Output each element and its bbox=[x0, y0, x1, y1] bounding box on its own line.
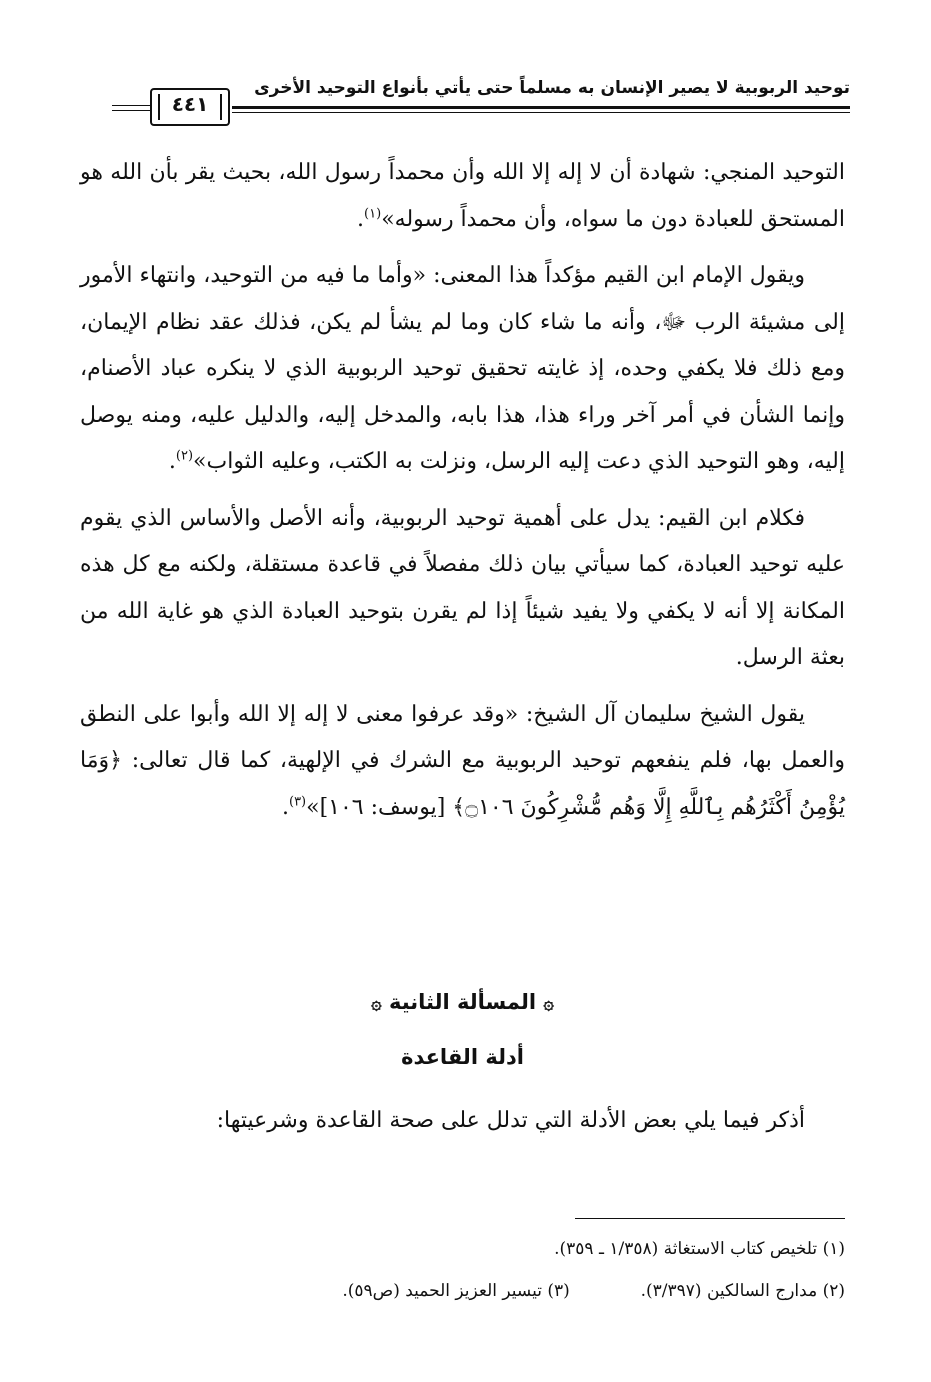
main-text bbox=[80, 150, 845, 841]
paragraph-tail: . bbox=[357, 206, 365, 232]
footnote-number: (٣) bbox=[547, 1281, 570, 1301]
footnote-separator bbox=[575, 1218, 845, 1219]
header-rule-thin bbox=[232, 112, 850, 113]
paragraph bbox=[80, 150, 845, 243]
footnote-number: (٢) bbox=[822, 1281, 845, 1301]
page-header bbox=[112, 78, 850, 128]
header-rule-left-lower bbox=[112, 110, 150, 111]
footnotes bbox=[80, 1228, 845, 1312]
footnote-text: تيسير العزيز الحميد (ص٥٩). bbox=[342, 1281, 542, 1301]
paragraph-tail: . bbox=[168, 449, 176, 474]
footnote-number: (١) bbox=[822, 1239, 845, 1259]
page-number: ٤٤١ bbox=[171, 92, 209, 116]
ornament-icon: ۞ bbox=[371, 993, 382, 1014]
footnote-line bbox=[80, 1270, 845, 1312]
paragraph-text: فكلام ابن القيم: يدل على أهمية توحيد الربوبية، وأنه الأصل والأساس الذي يقوم عليه توحيد العبادة، كما سيأتي بيان ذلك مفصلاً في قاعدة مستقلة، ولكنه مع كل هذه المكانة إلا أنه لا يكفي ولا يفيد شيئاً إذا لم يقرن بتوحيد العبادة الذي هو غاية الله من بعثة الرسل. bbox=[80, 505, 845, 670]
paragraph-tail: . bbox=[281, 794, 289, 820]
header-rule-left-upper bbox=[112, 105, 150, 106]
paragraph-text: التوحيد المنجي: شهادة أن لا إله إلا الله وأن محمداً رسول الله، بحيث يقر بأن الله هو المستحق للعبادة دون ما سواه، وأن محمداً رسوله» bbox=[80, 160, 845, 232]
section-subtitle: أدلة القاعدة bbox=[401, 1045, 524, 1069]
footnote-text: تلخيص كتاب الاستغاثة (١/٣٥٨ ـ ٣٥٩). bbox=[554, 1239, 818, 1259]
section-title: المسألة الثانية bbox=[388, 990, 537, 1014]
footnote-reference: (٣) bbox=[288, 794, 307, 810]
paragraph bbox=[80, 692, 845, 832]
footnote-reference: (١) bbox=[364, 206, 382, 222]
running-title: توحيد الربوبية لا يصير الإنسان به مسلماً حتى يأتي بأنواع التوحيد الأخرى bbox=[254, 78, 850, 98]
paragraph-text: ويقول الإمام ابن القيم مؤكداً هذا المعنى: «وأما ما فيه من التوحيد، وانتهاء الأمور إلى مشيئة الرب ﷻ، وأنه ما شاء كان وما لم يشأ لم يكن، فذلك عقد نظام الإيمان، ومع ذلك فلا يكفي وحده، إذ غايته تحقيق توحيد الربوبية الذي لا ينكره عباد الأصنام، وإنما الشأن في أمر آخر وراء هذا، هذا بابه، والمدخل إليه، والدليل عليه، ومنه يوصل إليه، وهو التوحيد الذي دعت إليه الرسل، ونزلت به الكتب، وعليه الثواب» bbox=[80, 263, 845, 474]
page-number-frame bbox=[150, 88, 230, 126]
footnote-line bbox=[80, 1228, 845, 1270]
intro-paragraph: أذكر فيما يلي بعض الأدلة التي تدلل على صحة القاعدة وشرعيتها: bbox=[216, 1108, 805, 1133]
section-heading bbox=[80, 990, 845, 1014]
section-intro bbox=[80, 1098, 845, 1145]
paragraph-text: يقول الشيخ سليمان آل الشيخ: «وقد عرفوا معنى لا إله إلا الله وأبوا على النطق والعمل بها، فلم ينفعهم توحيد الربوبية مع الشرك في الإلهية، كما قال تعالى: ﴿وَمَا يُؤْمِنُ أَكْثَرُهُم بِٱللَّهِ إِلَّا وَهُم مُّشْرِكُونَ ۝١٠٦﴾ [يوسف: ١٠٦]» bbox=[80, 701, 845, 820]
footnote-text: مدارج السالكين (٣/٣٩٧). bbox=[640, 1281, 818, 1301]
footnote-reference: (٢) bbox=[175, 448, 194, 464]
header-rule-thick bbox=[232, 106, 850, 109]
ornament-icon: ۞ bbox=[543, 993, 554, 1014]
paragraph bbox=[80, 496, 845, 682]
paragraph bbox=[80, 253, 845, 486]
